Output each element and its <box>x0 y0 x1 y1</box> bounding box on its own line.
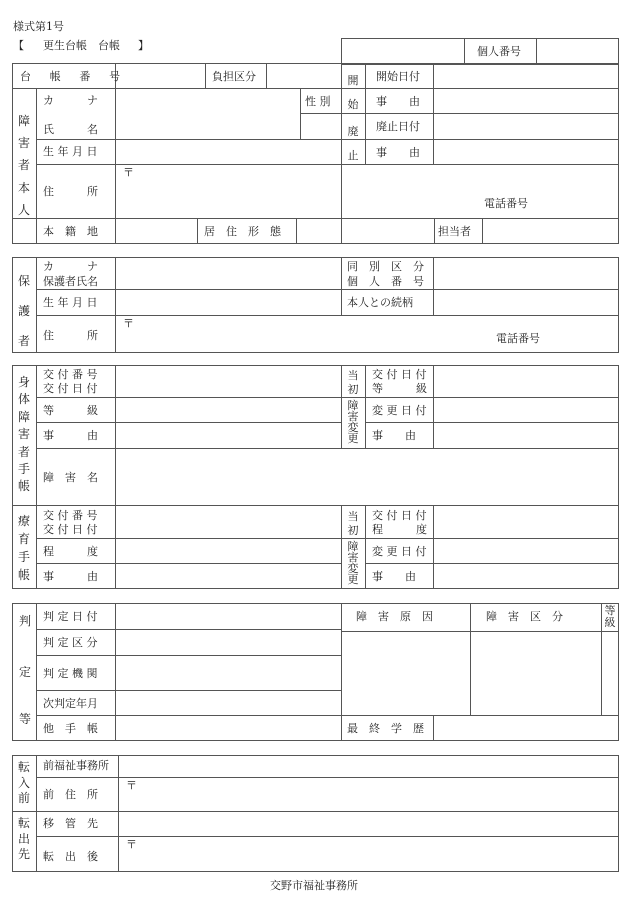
shintai-henko-jiyu-label: 事 由 <box>372 429 416 442</box>
ta-techo-label: 他 手 帳 <box>43 722 98 735</box>
phone-label: 電話番号 <box>484 197 528 210</box>
daicho-bango-label: 台 帳 番 号 <box>20 70 124 83</box>
hogosha-postal-mark: 〒 <box>123 317 134 330</box>
zen-jusho-label: 前 住 所 <box>43 788 98 801</box>
haishi-group-label: 廃止 <box>347 125 359 163</box>
section-tennyu-tenshutsu <box>12 755 619 872</box>
ikansaki-label: 移 管 先 <box>43 817 98 830</box>
footer-office: 交野市福祉事務所 <box>270 879 358 892</box>
tennyu-group-label: 転入前 <box>17 760 30 806</box>
saishu-gakureki-label: 最 終 学 歴 <box>347 722 424 735</box>
shogai-kubun-label: 障 害 区 分 <box>486 610 563 623</box>
hantei-kikan-label: 判 定 機 関 <box>43 667 98 680</box>
ryoiku-toso-label: 当初 <box>347 510 359 538</box>
futan-kubun-label: 負担区分 <box>212 70 256 83</box>
hogosha-shimei-label: 保護者氏名 <box>43 275 98 288</box>
kyoju-keitai-label: 居 住 形 態 <box>204 225 281 238</box>
hantei-group-top: 判 <box>19 614 32 628</box>
shintai-toso-tokyu-label: 等 級 <box>372 382 427 395</box>
ryoiku-henko-jiyu-label: 事 由 <box>372 570 416 583</box>
kaishi-hizuke-label: 開始日付 <box>376 70 420 83</box>
kana-label: カ ナ <box>43 94 98 107</box>
form-number: 様式第1号 <box>13 20 64 33</box>
kojin-bango-label: 個人番号 <box>477 45 521 58</box>
hogosha-phone-label: 電話番号 <box>496 332 540 345</box>
tenshutsu-go-postal-mark: 〒 <box>126 838 137 851</box>
ryoiku-kofu-bango-label: 交 付 番 号 <box>43 509 98 522</box>
tenshutsu-go-label: 転 出 後 <box>43 850 98 863</box>
title-close-bracket: 】 <box>138 39 149 52</box>
shintai-toso-label: 当初 <box>347 369 359 397</box>
ryoiku-henko-hizuke-label: 変 更 日 付 <box>372 545 427 558</box>
ryoiku-group-label: 療育手帳 <box>17 514 30 582</box>
honnin-zokugara-label: 本人との続柄 <box>347 296 413 309</box>
honnin-group-label: 障害者本人 <box>17 114 30 217</box>
hantei-kubun-label: 判 定 区 分 <box>43 636 98 649</box>
section-honnin <box>12 63 619 244</box>
postal-mark: 〒 <box>123 166 134 179</box>
section-hantei <box>12 603 619 741</box>
haishi-jiyu-label: 事 由 <box>376 146 420 159</box>
shimei-label: 氏 名 <box>43 123 98 136</box>
ryoiku-kofu-hizuke-label: 交 付 日 付 <box>43 523 98 536</box>
honseki-label: 本 籍 地 <box>43 225 98 238</box>
kaishi-jiyu-label: 事 由 <box>376 95 420 108</box>
tantosha-label: 担当者 <box>438 225 471 238</box>
hantei-group-mid: 定 <box>19 665 32 679</box>
hantei-tokyu-label: 等級 <box>604 604 616 629</box>
hantei-group-bot: 等 <box>19 712 32 726</box>
ryoiku-toso-teido-label: 程 度 <box>372 523 427 536</box>
hogosha-jusho-label: 住 所 <box>43 329 98 342</box>
ryoiku-teido-label: 程 度 <box>43 545 98 558</box>
form-title: 更生台帳 台帳 <box>43 39 120 52</box>
shogai-genin-label: 障 害 原 因 <box>356 610 433 623</box>
shintai-group-label: 身体障害者手帳 <box>17 375 30 494</box>
section-shintai-techo <box>12 365 619 589</box>
jusho-label: 住 所 <box>43 185 98 198</box>
hogosha-kana-label: カ ナ <box>43 260 98 273</box>
seibetsu-label: 性 別 <box>305 95 331 108</box>
shintai-kofu-bango-label: 交 付 番 号 <box>43 368 98 381</box>
hogosha-seinengappi-label: 生 年 月 日 <box>43 296 98 309</box>
shintai-henko-label: 障害変更 <box>347 399 359 445</box>
hogosha-kojin-bango-label: 個 人 番 号 <box>347 275 424 288</box>
title-open-bracket: 【 <box>13 39 24 52</box>
zen-fukushi-label: 前福祉事務所 <box>43 759 109 772</box>
shintai-toso-kofu-hizuke-label: 交 付 日 付 <box>372 368 427 381</box>
zen-jusho-postal-mark: 〒 <box>126 779 137 792</box>
shintai-henko-hizuke-label: 変 更 日 付 <box>372 404 427 417</box>
shogai-mei-label: 障 害 名 <box>43 471 98 484</box>
shintai-kofu-hizuke-label: 交 付 日 付 <box>43 382 98 395</box>
ryoiku-jiyu-label: 事 由 <box>43 570 98 583</box>
seinengappi-label: 生 年 月 日 <box>43 145 98 158</box>
ryoiku-toso-kofu-hizuke-label: 交 付 日 付 <box>372 509 427 522</box>
dobetsu-kubun-label: 同 別 区 分 <box>347 260 424 273</box>
haishi-hizuke-label: 廃止日付 <box>376 120 420 133</box>
shintai-jiyu-label: 事 由 <box>43 429 98 442</box>
hantei-hizuke-label: 判 定 日 付 <box>43 610 98 623</box>
hogosha-group-label: 保護者 <box>17 274 30 348</box>
kaishi-group-label: 開始 <box>347 74 359 112</box>
ryoiku-henko-label: 障害変更 <box>347 540 359 586</box>
tenshutsu-group-label: 転出先 <box>17 816 30 862</box>
ji-hantei-label: 次判定年月 <box>43 697 98 710</box>
shintai-tokyu-label: 等 級 <box>43 404 98 417</box>
